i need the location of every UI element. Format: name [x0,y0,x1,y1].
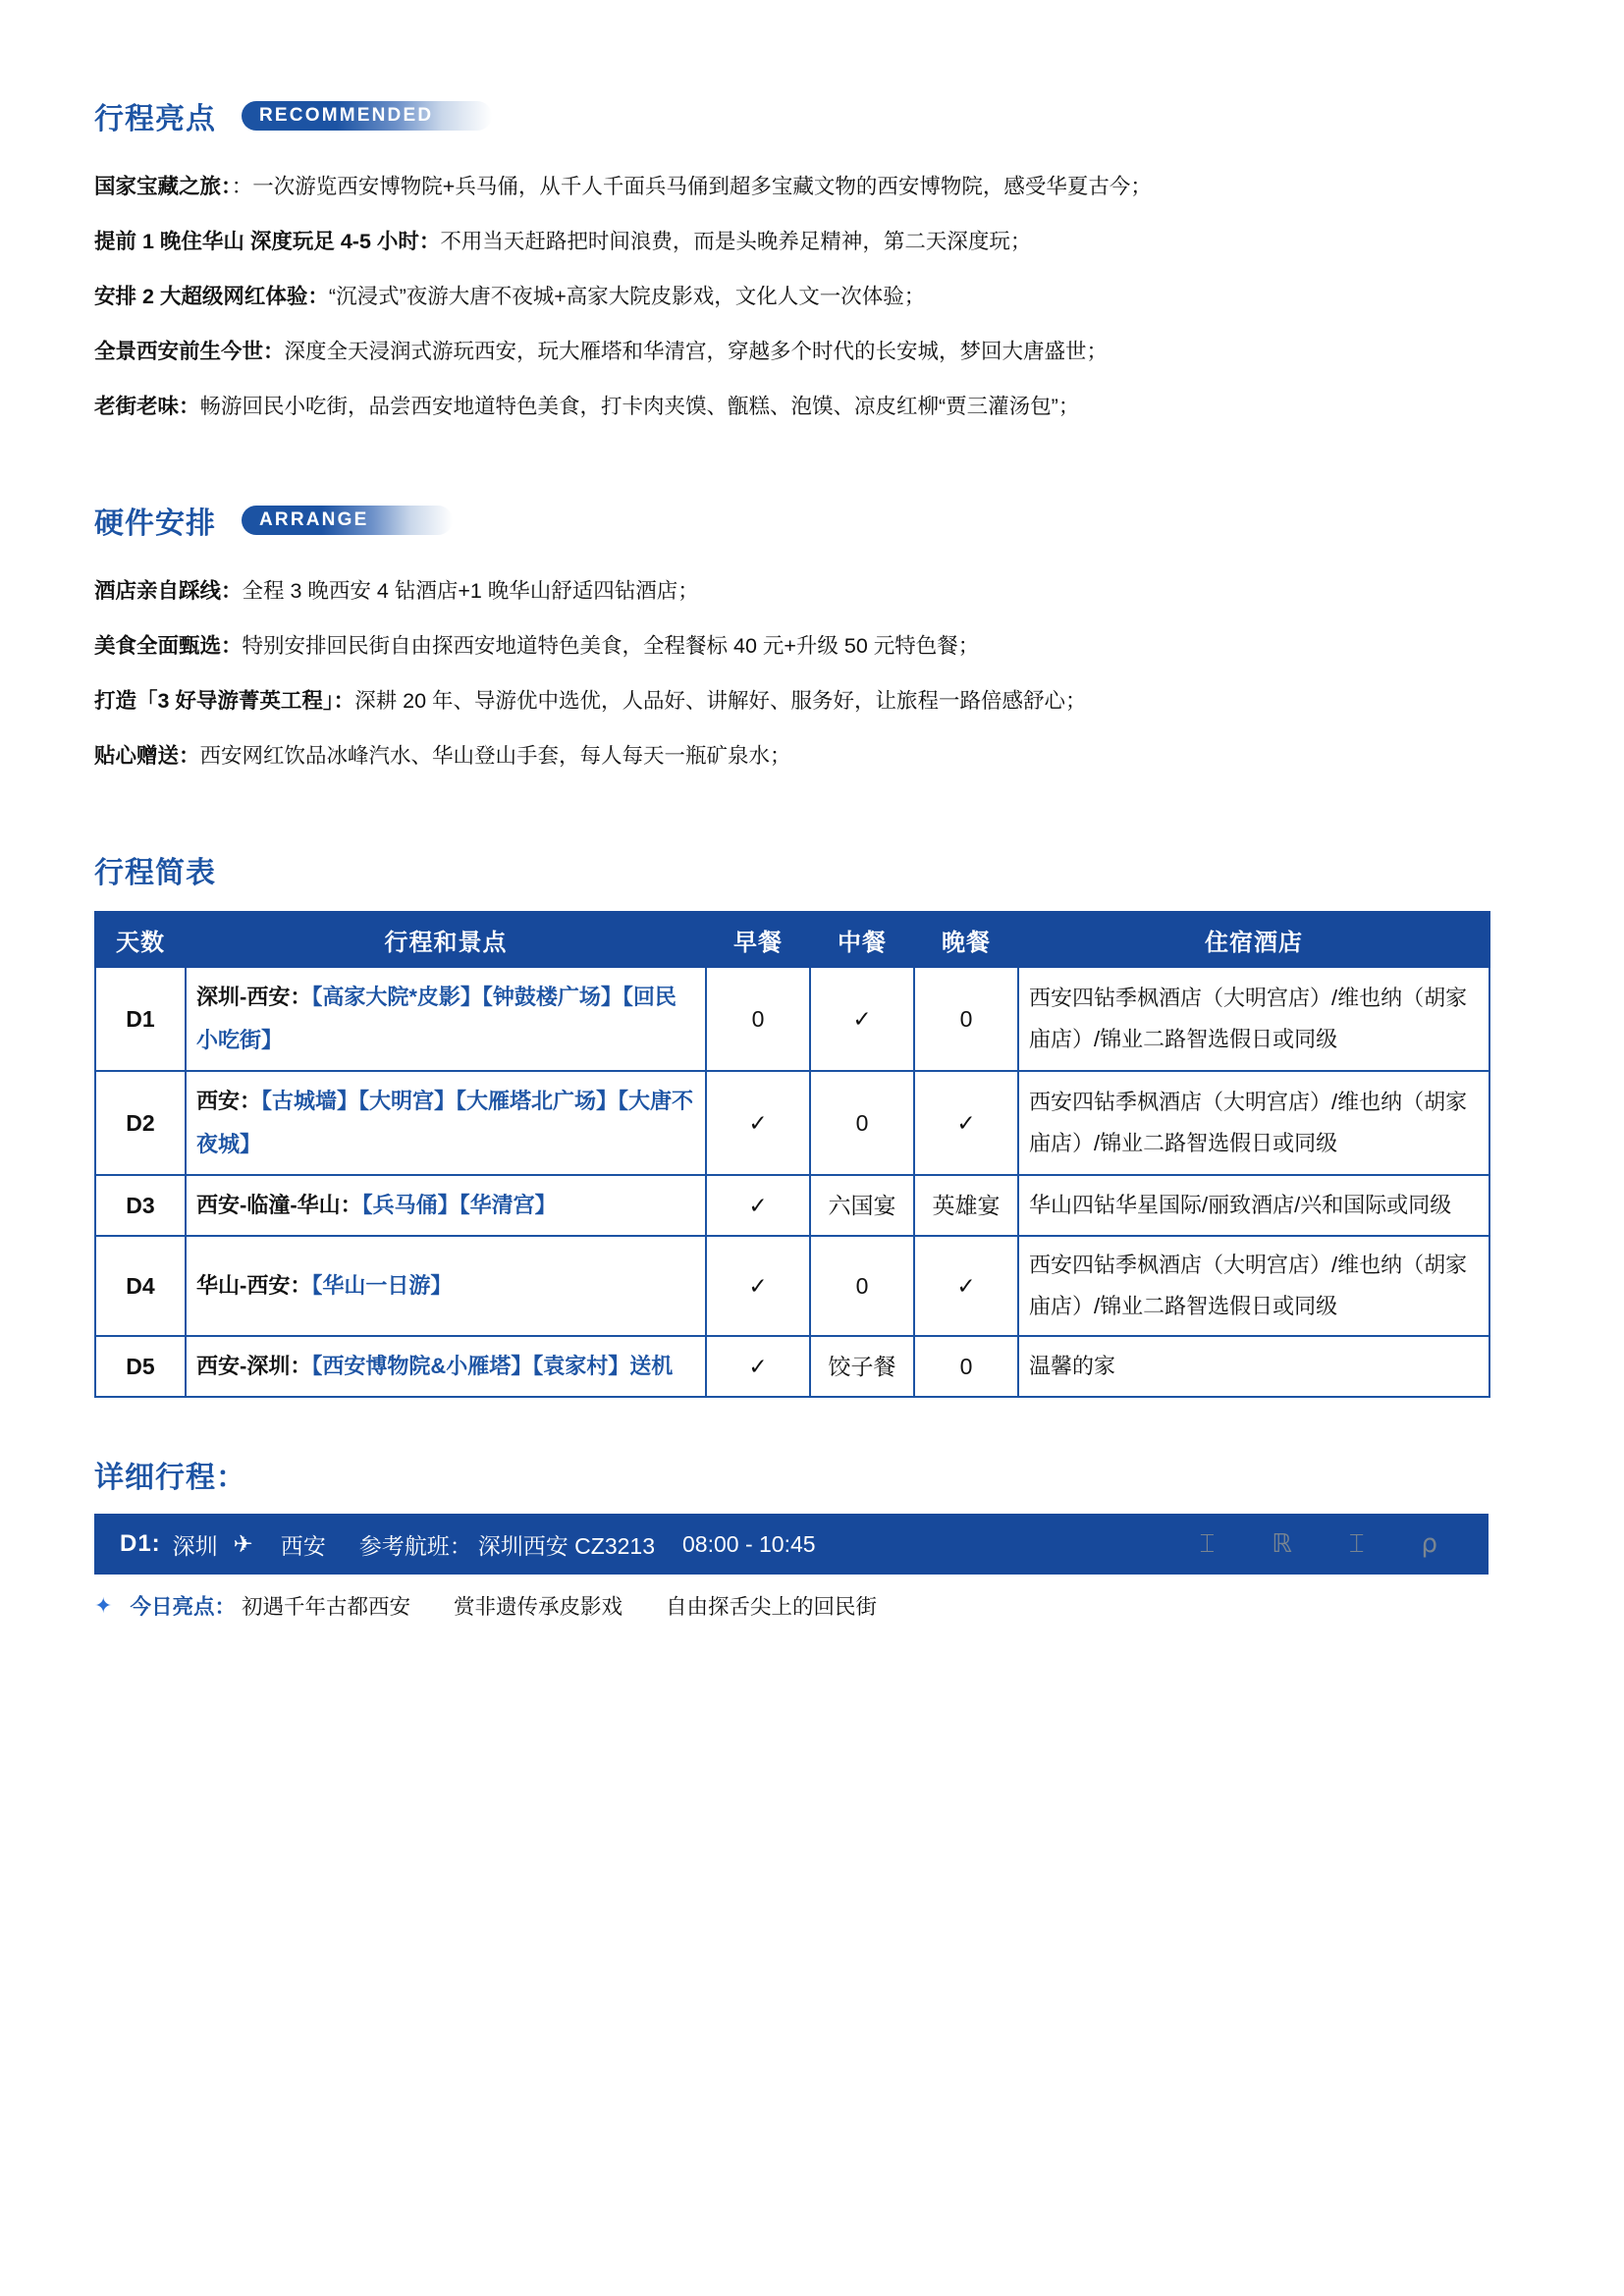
today-highlight-label: 今日亮点： [130,1595,236,1619]
cell-route [186,1236,706,1336]
highlight-item-label: 老街老味： [94,395,200,418]
route-spots: 【西安博物院&小雁塔】【袁家村】送机 [311,1354,674,1378]
cell-breakfast: ✓ [706,1236,810,1336]
table-row [95,1071,1489,1175]
col-header-lunch: 中餐 [810,912,914,967]
col-header-breakfast: 早餐 [706,912,810,967]
cell-dinner: 0 [914,1336,1018,1397]
day1-to-city: 西安 [280,1532,326,1559]
route-prefix: 华山-西安： [196,1273,312,1298]
arrange-item [94,673,1530,728]
table-row [95,1236,1489,1336]
flight-number: 深圳西安 CZ3213 [477,1532,655,1559]
arrange-item-text: 西安网红饮品冰峰汽水、华山登山手套，每人每天一瓶矿泉水； [199,744,791,768]
highlights-section-header [94,94,1530,137]
cell-day: D2 [95,1071,186,1175]
cell-route [186,1175,706,1236]
decorative-glyphs [1200,1529,1463,1560]
cell-hotel: 西安四钻季枫酒店（大明宫店）/维也纳（胡家庙店）/锦业二路智选假日或同级 [1018,967,1489,1071]
star-icon: ✦ [94,1592,113,1618]
route-spots: 【兵马俑】【华清宫】 [361,1193,557,1217]
table-row [95,1175,1489,1236]
day1-label: D1: [120,1530,161,1557]
cell-hotel: 西安四钻季枫酒店（大明宫店）/维也纳（胡家庙店）/锦业二路智选假日或同级 [1018,1071,1489,1175]
cell-lunch: 0 [810,1071,914,1175]
table-header-row [95,912,1489,967]
deco-glyph-icon: ⌶ [1348,1528,1365,1558]
highlight-item [94,159,1530,214]
route-spots: 【华山一日游】 [311,1273,453,1298]
highlight-item [94,214,1530,269]
highlight-item-text: 深度全天浸润式游玩西安，玩大雁塔和华清宫，穿越多个时代的长安城，梦回大唐盛世； [284,340,1109,363]
cell-breakfast: ✓ [706,1336,810,1397]
highlight-item-text: 畅游回民小吃街，品尝西安地道特色美食，打卡肉夹馍、甑糕、泡馍、凉皮红柳“贾三灌汤包”； [199,395,1080,418]
cell-day: D4 [95,1236,186,1336]
highlight-item [94,269,1530,324]
arrange-item-label: 酒店亲自踩线： [94,579,243,603]
cell-day: D3 [95,1175,186,1236]
cell-day: D1 [95,967,186,1071]
table-row [95,967,1489,1071]
route-spots: 【古城墙】【大明宫】【大雁塔北广场】【大唐不夜城】 [196,1089,694,1156]
today-highlight-item: 初遇千年古都西安 [241,1595,410,1619]
cell-breakfast: ✓ [706,1071,810,1175]
route-spots: 【高家大院*皮影】【钟鼓楼广场】【回民小吃街】 [196,985,677,1052]
cell-route [186,1336,706,1397]
cell-lunch: ✓ [810,967,914,1071]
cell-lunch: 0 [810,1236,914,1336]
cell-lunch: 饺子餐 [810,1336,914,1397]
day1-from-city: 深圳 [172,1532,218,1559]
flight-time: 08:00 - 10:45 [682,1530,816,1557]
route-prefix: 西安-深圳： [196,1354,312,1378]
table-row [95,1336,1489,1397]
cell-dinner: ✓ [914,1071,1018,1175]
highlight-item [94,324,1530,379]
arrange-item-text: 深耕 20 年、导游优中选优，人品好、讲解好、服务好，让旅程一路倍感舒心； [354,689,1087,713]
arrange-item-label: 打造「3 好导游菁英工程」： [94,689,355,713]
highlight-item-label: 全景西安前生今世： [94,340,285,363]
cell-dinner: 英雄宴 [914,1175,1018,1236]
highlight-item-label: 安排 2 大超级网红体验： [94,285,329,308]
cell-breakfast: ✓ [706,1175,810,1236]
cell-breakfast: 0 [706,967,810,1071]
cell-dinner: ✓ [914,1236,1018,1336]
arrange-badge-label: ARRANGE [259,509,369,530]
arrange-title: 硬件安排 [94,507,216,540]
route-prefix: 深圳-西安： [196,985,312,1009]
route-prefix: 西安-临潼-华山： [196,1193,362,1217]
today-highlight-item: 赏非遗传承皮影戏 [453,1595,623,1619]
cell-hotel: 西安四钻季枫酒店（大明宫店）/维也纳（胡家庙店）/锦业二路智选假日或同级 [1018,1236,1489,1336]
col-header-day: 天数 [95,912,186,967]
highlight-item-text: “沉浸式”夜游大唐不夜城+高家大院皮影戏，文化人文一次体验； [328,285,926,308]
arrange-badge [242,506,453,535]
arrange-item-text: 特别安排回民街自由探西安地道特色美食，全程餐标 40 元+升级 50 元特色餐； [242,634,980,658]
arrange-item-label: 贴心赠送： [94,744,200,768]
col-header-hotel: 住宿酒店 [1018,912,1489,967]
deco-glyph-icon: ⍴ [1421,1529,1437,1558]
cell-route [186,967,706,1071]
day1-detail-bar [94,1514,1489,1575]
cell-route [186,1071,706,1175]
recommended-badge-label: RECOMMENDED [259,105,434,126]
col-header-dinner: 晚餐 [914,912,1018,967]
deco-glyph-icon: ℝ [1272,1529,1292,1558]
cell-day: D5 [95,1336,186,1397]
arrange-item [94,618,1530,673]
arrange-list [94,563,1530,783]
cell-hotel: 华山四钻华星国际/丽致酒店/兴和国际或同级 [1018,1175,1489,1236]
cell-dinner: 0 [914,967,1018,1071]
itinerary-table [94,911,1490,1398]
document-content [94,94,1530,1621]
deco-glyph-icon: ⌶ [1199,1528,1216,1558]
arrange-item-label: 美食全面甄选： [94,634,243,658]
recommended-badge [242,101,492,131]
col-header-route: 行程和景点 [186,912,706,967]
today-highlight-row [94,1590,1530,1621]
itinerary-table-title: 行程简表 [94,857,216,889]
arrange-section-header [94,499,1530,542]
highlight-item-text: ：一次游览西安博物院+兵马俑，从千人千面兵马俑到超多宝藏文物的西安博物院，感受华夏古今； [231,175,1152,198]
route-prefix: 西安： [196,1089,262,1113]
arrange-item [94,728,1530,783]
airplane-icon: ✈ [233,1530,253,1558]
cell-hotel: 温馨的家 [1018,1336,1489,1397]
highlight-item-text: 不用当天赶路把时间浪费，而是头晚养足精神，第二天深度玩； [440,230,1032,253]
cell-lunch: 六国宴 [810,1175,914,1236]
today-highlight-item: 自由探舌尖上的回民街 [665,1595,877,1619]
flight-label: 参考航班： [358,1532,472,1559]
arrange-item [94,563,1530,618]
detail-section-title: 详细行程： [94,1462,246,1494]
arrange-item-text: 全程 3 晚西安 4 钻酒店+1 晚华山舒适四钻酒店； [242,579,699,603]
highlights-title: 行程亮点 [94,103,216,135]
highlights-list [94,159,1530,434]
highlight-item-label: 国家宝藏之旅： [94,175,232,198]
highlight-item [94,379,1530,434]
highlight-item-label: 提前 1 晚住华山 深度玩足 4-5 小时： [94,230,441,253]
